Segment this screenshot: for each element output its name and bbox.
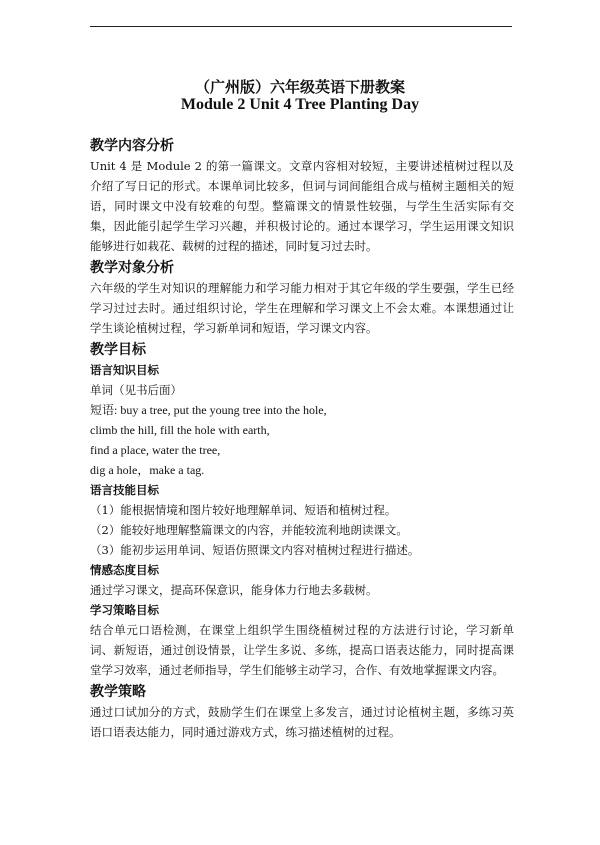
skill-item: （3）能初步运用单词、短语仿照课文内容对植树过程进行描述。: [90, 543, 420, 557]
phrase-line: find a place, water the tree,: [90, 443, 221, 457]
document-body: [90, 136, 514, 742]
heading-language-knowledge: 语言知识目标: [90, 363, 159, 377]
document-title-cn: （广州版）六年级英语下册教案: [194, 78, 405, 96]
heading-teaching-goals: 教学目标: [90, 342, 146, 358]
heading-strategy-goals: 学习策略目标: [90, 603, 159, 617]
document-title-en: Module 2 Unit 4 Tree Planting Day: [180, 96, 420, 113]
student-analysis-text: 六年级的学生对知识的理解能力和学习能力相对于其它年级的学生要强，学生已经学习过过去时。通过组织讨论，学生在理解和学习课文上不会太难。本课想通过让学生谈论植树过程，学习新单词和短语，学习课文内容。: [90, 281, 514, 335]
heading-content-analysis: 教学内容分析: [90, 138, 174, 154]
heading-language-skills: 语言技能目标: [90, 483, 159, 497]
heading-emotion-goals: 情感态度目标: [90, 563, 159, 577]
phrase-line: climb the hill, fill the hole with earth,: [90, 423, 270, 437]
strategy-goals-text: 结合单元口语检测，在课堂上组织学生围绕植树过程的方法进行讨论，学习新单词、新短语，通过创设情景，让学生多说、多练，提高口语表达能力，同时提高课堂学习效率，通过老师指导，学生们能够主动学习，合作、有效地掌握课文内容。: [90, 623, 514, 677]
phrase-line: 短语: buy a tree, put the young tree into the hole,: [90, 403, 327, 417]
phrase-line: dig a hole，make a tag.: [90, 463, 205, 477]
header-rule: [90, 26, 512, 27]
content-analysis-text: Unit 4 是 Module 2 的第一篇课文。文章内容相对较短，主要讲述植树过程以及介绍了写日记的形式。本课单词比较多，但词与词间能组合成与植树主题相关的短语，同时课文中没有较难的句型。整篇课文的情景性较强，与学生生活实际有交集，因此能引起学生学习兴趣，并积极讨论的。通过本课学习，学生运用课文知识能够进行如栽花、载树的过程的描述，同时复习过去时。: [90, 159, 514, 253]
emotion-goals-text: 通过学习课文，提高环保意识，能身体力行地去多载树。: [90, 583, 378, 597]
words-line: 单词（见书后面）: [90, 383, 182, 397]
skill-item: （1）能根据情境和图片较好地理解单词、短语和植树过程。: [90, 503, 397, 517]
teaching-strategy-text: 通过口试加分的方式，鼓励学生们在课堂上多发言，通过讨论植树主题，多练习英语口语表达能力，同时通过游戏方式，练习描述植树的过程。: [90, 705, 514, 739]
heading-teaching-strategy: 教学策略: [90, 684, 146, 700]
skill-item: （2）能较好地理解整篇课文的内容，并能较流利地朗读课文。: [90, 523, 408, 537]
heading-student-analysis: 教学对象分析: [90, 260, 174, 276]
